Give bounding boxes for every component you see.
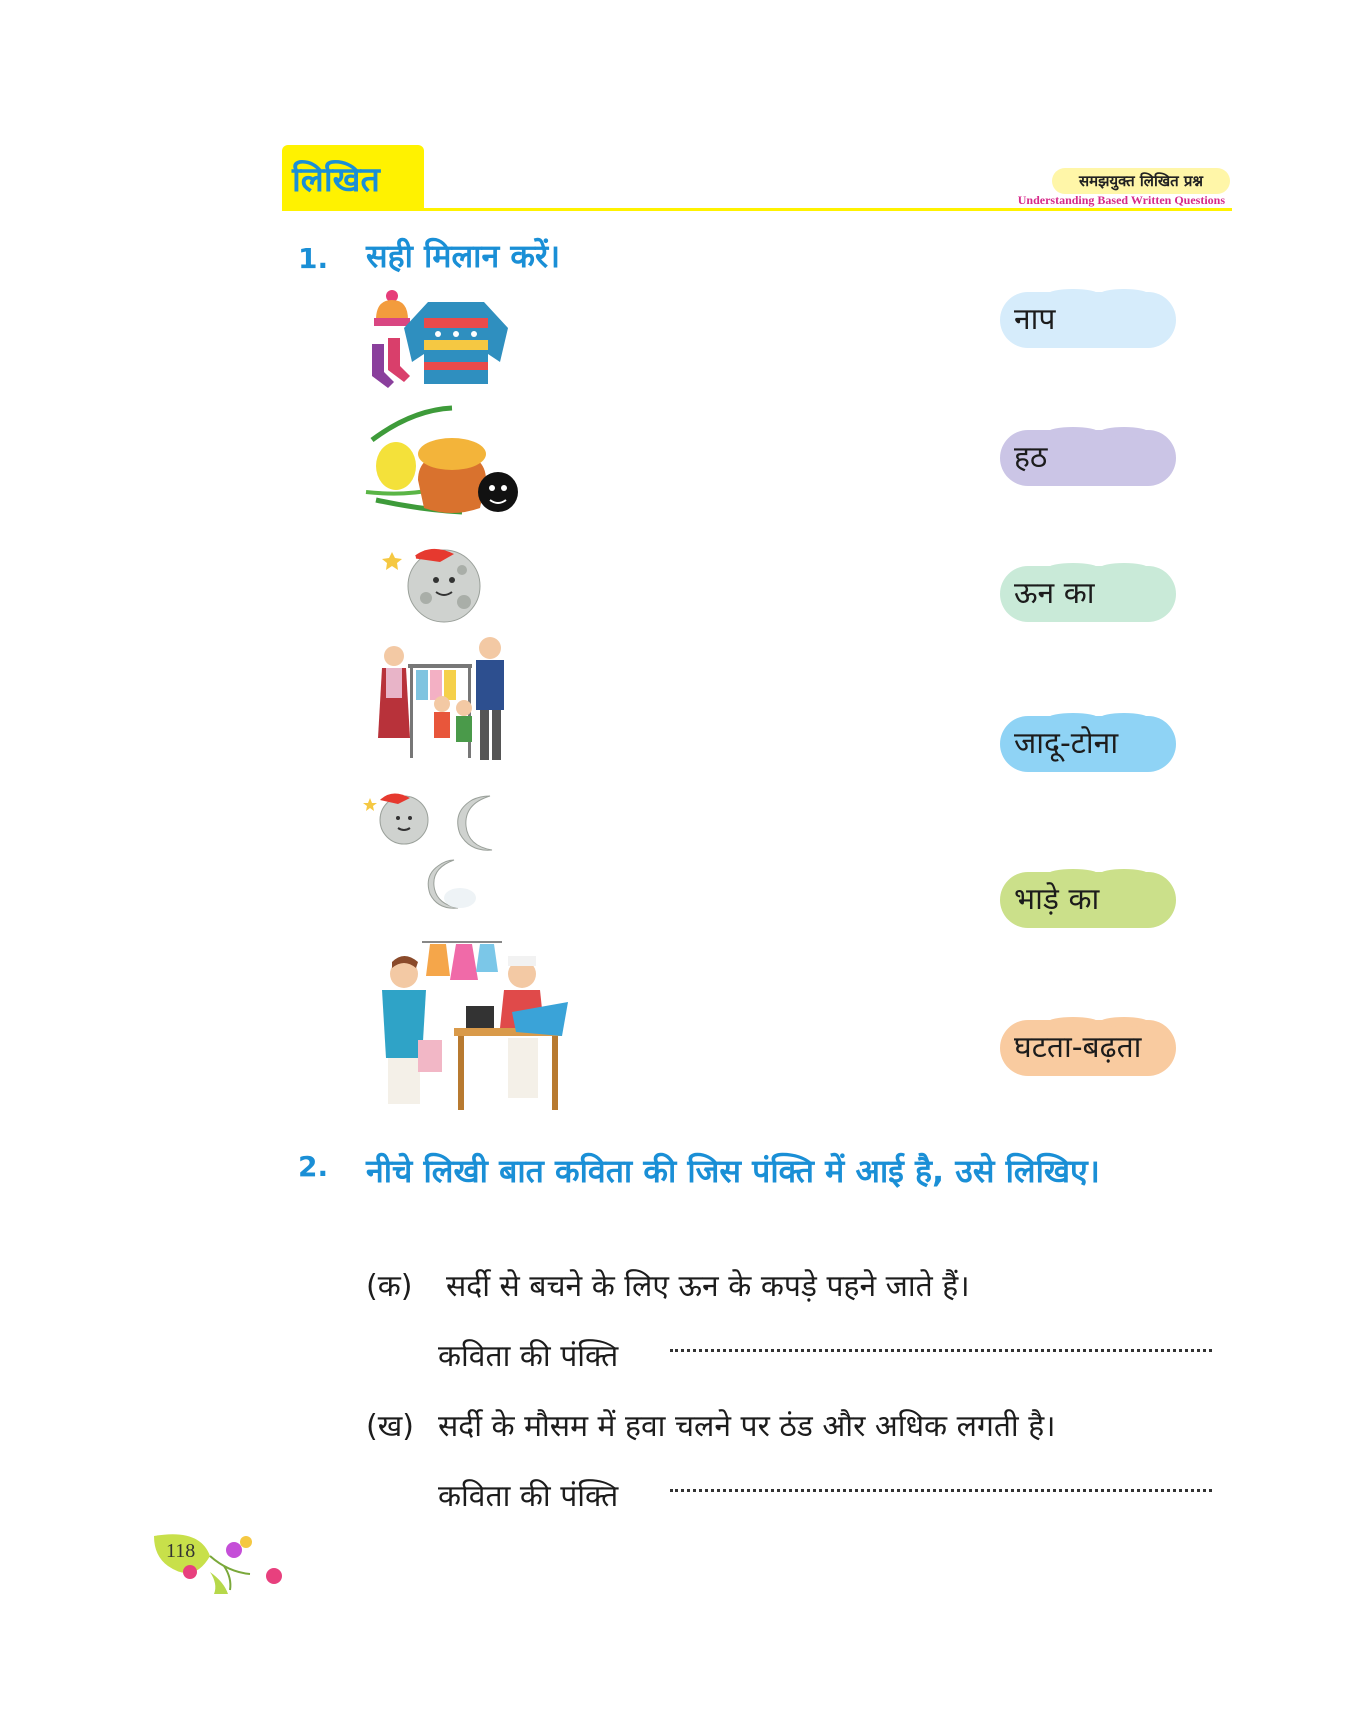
header-rule xyxy=(282,208,1232,211)
match-option-1[interactable]: नाप xyxy=(1000,292,1176,348)
category-badge: समझयुक्त लिखित प्रश्न xyxy=(1052,168,1230,194)
item-kha-answer-label: कविता की पंक्ति xyxy=(438,1479,619,1514)
match-option-3[interactable]: ऊन का xyxy=(1000,566,1176,622)
item-kha-answer-line[interactable] xyxy=(670,1489,1212,1492)
item-ka-marker: (क) xyxy=(366,1269,413,1304)
item-ka-answer-line[interactable] xyxy=(670,1349,1212,1352)
full-moon-icon xyxy=(380,540,492,624)
match-option-6[interactable]: घटता-बढ़ता xyxy=(1000,1020,1176,1076)
moon-phases-icon xyxy=(362,790,524,918)
tailor-shop-icon xyxy=(362,928,574,1116)
item-ka-text: सर्दी से बचने के लिए ऊन के कपड़े पहने जाते हैं। xyxy=(446,1269,970,1304)
woollen-clothes-icon xyxy=(362,288,510,394)
family-shopping-icon xyxy=(372,628,514,768)
question-1-number: 1. xyxy=(298,242,329,275)
match-option-5[interactable]: भाड़े का xyxy=(1000,872,1176,928)
item-kha-marker: (ख) xyxy=(366,1409,414,1444)
chillies-lemon-pot-icon xyxy=(362,400,518,518)
question-1-prompt: सही मिलान करें। xyxy=(366,237,561,275)
question-2-number: 2. xyxy=(298,1150,329,1183)
category-subtitle: Understanding Based Written Questions xyxy=(1017,193,1225,207)
match-option-2[interactable]: हठ xyxy=(1000,430,1176,486)
page-number: 118 xyxy=(166,1540,196,1562)
match-option-4[interactable]: जादू-टोना xyxy=(1000,716,1176,772)
section-label: लिखित xyxy=(292,160,380,200)
item-kha-text: सर्दी के मौसम में हवा चलने पर ठंड और अधिक लगती है। xyxy=(438,1409,1056,1444)
item-ka-answer-label: कविता की पंक्ति xyxy=(438,1339,619,1374)
section-tab xyxy=(282,145,424,209)
question-2-prompt: नीचे लिखी बात कविता की जिस पंक्ति में आई है, उसे लिखिए। xyxy=(366,1152,1100,1190)
